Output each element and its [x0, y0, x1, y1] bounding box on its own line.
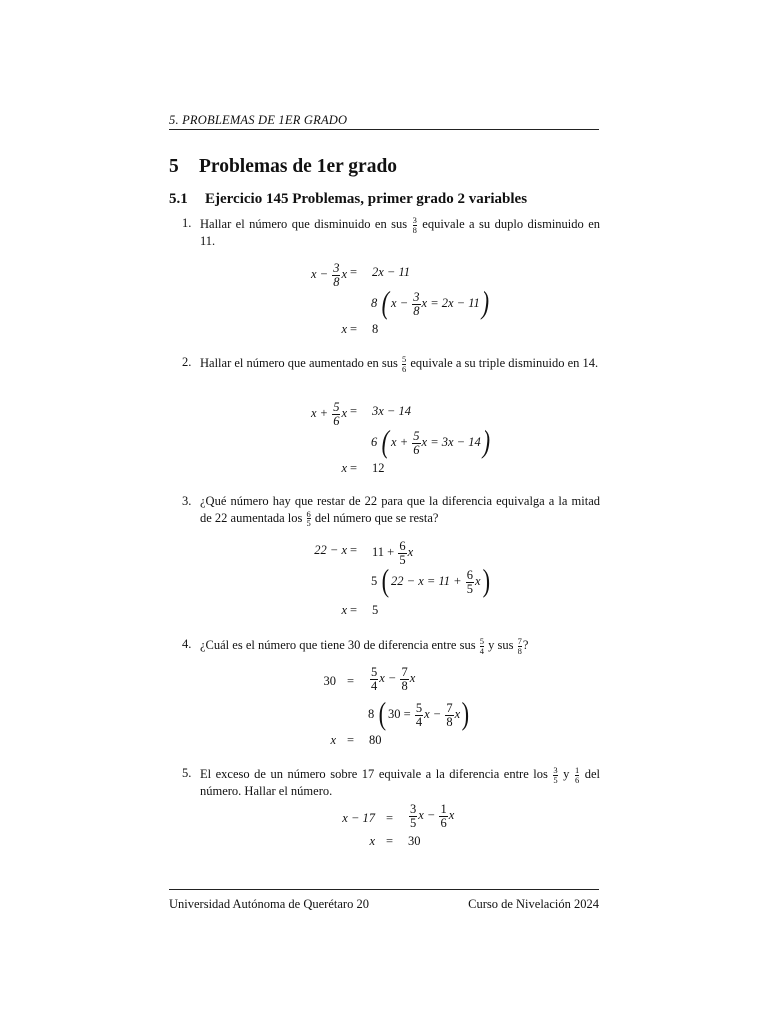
denominator: 5: [399, 552, 406, 567]
text-part: Hallar el número que aumentado en sus: [200, 355, 401, 370]
subsection-number: 5.1: [169, 191, 188, 207]
equation-3b: [371, 562, 491, 598]
denominator: 4: [415, 714, 423, 729]
problem-number: 1.: [182, 216, 192, 230]
text-part: El exceso de un número sobre 17 equivale a la diferencia entre los: [200, 766, 553, 781]
fraction: [412, 430, 420, 456]
equals-sign: =: [347, 674, 355, 688]
numerator: 1: [440, 802, 447, 816]
term: x = 2x − 11: [421, 295, 480, 310]
left-paren: (: [381, 423, 390, 459]
fraction: [400, 666, 408, 692]
fraction: [553, 766, 557, 784]
equals-sign: =: [386, 811, 394, 825]
fraction: [575, 766, 579, 784]
equation-lhs: x: [330, 733, 336, 747]
problem-text: [200, 216, 600, 250]
numerator: 5: [333, 400, 340, 414]
denominator: 5: [306, 518, 311, 528]
text-part: y: [558, 766, 574, 781]
problem-text: [200, 494, 600, 528]
coefficient: 6: [371, 434, 378, 449]
equation-rhs: 30: [408, 834, 421, 848]
term: x +: [391, 434, 412, 449]
fraction: [445, 702, 453, 728]
term: x: [454, 706, 461, 721]
equation-lhs: [311, 401, 347, 427]
problem-4: [182, 637, 600, 655]
equals-sign: =: [386, 834, 394, 848]
section-title: [169, 156, 397, 178]
text-part: ¿Qué número hay que restar de 22 para que la diferencia equivalga a la mitad de 22 aumentada los: [200, 494, 600, 525]
term: x: [341, 405, 347, 420]
text-part: equivale a su triple disminuido en 14.: [407, 355, 599, 370]
numerator: 3: [553, 765, 558, 775]
numerator: 7: [517, 636, 522, 646]
equals-sign: =: [350, 461, 358, 475]
denominator: 5: [410, 815, 417, 830]
problem-3: [182, 494, 600, 528]
problem-number: 3.: [182, 494, 192, 508]
fraction: [518, 637, 522, 655]
equation-rhs: 12: [372, 461, 385, 475]
equals-sign: =: [347, 733, 355, 747]
equation-lhs: [311, 262, 347, 288]
numerator: 7: [446, 701, 453, 715]
equals-sign: =: [350, 603, 358, 617]
footer-rule: [169, 889, 599, 890]
denominator: 6: [333, 413, 340, 428]
term: x: [341, 266, 347, 281]
term: x: [474, 573, 481, 588]
equals-sign: =: [350, 543, 358, 557]
problem-number: 2.: [182, 355, 192, 369]
equation-rhs: [408, 803, 454, 829]
problem-2: [182, 355, 600, 373]
equation-rhs: 80: [369, 733, 382, 747]
term: x −: [310, 266, 332, 281]
equation-rhs: 5: [372, 603, 379, 617]
right-paren: ): [482, 423, 490, 459]
term: x: [448, 807, 455, 822]
problem-5: [182, 766, 600, 800]
term: 11 +: [372, 544, 398, 559]
numerator: 5: [371, 665, 378, 679]
term: x −: [391, 295, 412, 310]
numerator: 3: [410, 802, 417, 816]
equation-rhs: [372, 540, 413, 566]
fraction: [480, 637, 484, 655]
equals-sign: =: [350, 322, 358, 336]
equation-lhs: x − 17: [342, 811, 375, 825]
subsection-title-text: Ejercicio 145 Problemas, primer grado 2 variables: [205, 191, 528, 207]
denominator: 8: [412, 224, 417, 235]
equation-1b: [371, 284, 490, 320]
fraction: [307, 510, 311, 528]
right-paren: ): [481, 284, 489, 320]
right-paren: ): [461, 695, 470, 731]
term: x +: [310, 405, 332, 420]
term: x −: [418, 807, 439, 822]
denominator: 6: [401, 363, 407, 374]
fraction: [402, 355, 406, 373]
equation-lhs: x: [341, 461, 347, 475]
numerator: 3: [333, 261, 340, 275]
denominator: 5: [466, 581, 473, 596]
equation-rhs: 2x − 11: [372, 265, 411, 279]
coefficient: 5: [371, 573, 378, 588]
denominator: 8: [401, 678, 408, 693]
text-part: Hallar el número que disminuido en sus: [200, 216, 412, 231]
text-part: del número. Hallar el número.: [200, 766, 600, 798]
equation-lhs: x: [369, 834, 375, 848]
equals-sign: =: [350, 404, 358, 418]
equation-rhs: 8: [372, 322, 379, 336]
coefficient: 8: [368, 706, 375, 721]
denominator: 6: [413, 442, 420, 457]
denominator: 8: [333, 274, 340, 289]
equation-2b: [371, 423, 491, 459]
term: x −: [424, 706, 445, 721]
denominator: 5: [553, 774, 558, 785]
numerator: 7: [401, 665, 408, 679]
equation-rhs: [369, 666, 415, 692]
denominator: 6: [574, 774, 580, 785]
problem-text: [200, 637, 600, 655]
problem-text: [200, 355, 600, 373]
left-paren: (: [381, 284, 390, 320]
equation-rhs: 3x − 14: [372, 404, 411, 418]
footer-right: Curso de Nivelación 2024: [468, 897, 599, 911]
header-rule: [169, 129, 599, 130]
fraction: [370, 666, 378, 692]
numerator: 3: [412, 215, 417, 225]
term: 22 − x = 11 +: [391, 573, 465, 588]
fraction: [439, 803, 447, 829]
problem-text: [200, 766, 600, 800]
text-part: ¿Cuál es el número que tiene 30 de diferencia entre sus: [200, 637, 479, 652]
equals-sign: =: [350, 265, 358, 279]
fraction: [412, 291, 420, 317]
coefficient: 8: [371, 295, 378, 310]
equation-lhs: 30: [323, 674, 336, 688]
problem-1: [182, 216, 600, 250]
term: x: [409, 670, 416, 685]
denominator: 8: [517, 645, 522, 656]
term: x = 3x − 14: [421, 434, 481, 449]
numerator: 5: [479, 636, 484, 646]
fraction: [413, 216, 417, 234]
subsection-title: [169, 191, 527, 208]
term: x −: [379, 670, 400, 685]
fraction: [398, 540, 406, 566]
denominator: 6: [440, 815, 447, 830]
text-part: y sus: [484, 637, 517, 652]
numerator: 6: [306, 508, 311, 519]
denominator: 8: [413, 303, 420, 318]
numerator: 5: [413, 429, 420, 443]
numerator: 5: [415, 701, 423, 715]
right-paren: ): [482, 562, 490, 598]
fraction: [332, 401, 340, 427]
section-title-text: Problemas de 1er grado: [199, 156, 398, 177]
denominator: 4: [371, 678, 378, 693]
fraction: [409, 803, 417, 829]
text-part: ?: [522, 637, 529, 652]
fraction: [466, 569, 474, 595]
section-number: 5: [169, 156, 179, 177]
left-paren: (: [381, 562, 390, 598]
equation-lhs: x: [341, 603, 347, 617]
numerator: 6: [466, 568, 473, 582]
footer-left: Universidad Autónoma de Querétaro 20: [169, 897, 369, 911]
problem-number: 5.: [182, 766, 192, 780]
text-part: del número que se resta?: [311, 510, 439, 525]
equation-4b: [368, 695, 471, 731]
term: x: [407, 544, 414, 559]
numerator: 5: [401, 354, 407, 364]
equation-lhs: x: [341, 322, 347, 336]
numerator: 1: [574, 765, 580, 775]
left-paren: (: [378, 695, 387, 731]
denominator: 8: [446, 714, 453, 729]
equation-lhs: 22 − x: [314, 543, 347, 557]
fraction: [332, 262, 340, 288]
running-header: 5. PROBLEMAS DE 1ER GRADO: [169, 113, 348, 127]
numerator: 3: [413, 290, 420, 304]
fraction: [415, 702, 423, 728]
problem-number: 4.: [182, 637, 192, 651]
denominator: 4: [479, 645, 484, 656]
numerator: 6: [399, 539, 406, 553]
text-part: equivale a su duplo disminuido en 11.: [200, 216, 600, 248]
term: 30 =: [388, 706, 414, 721]
